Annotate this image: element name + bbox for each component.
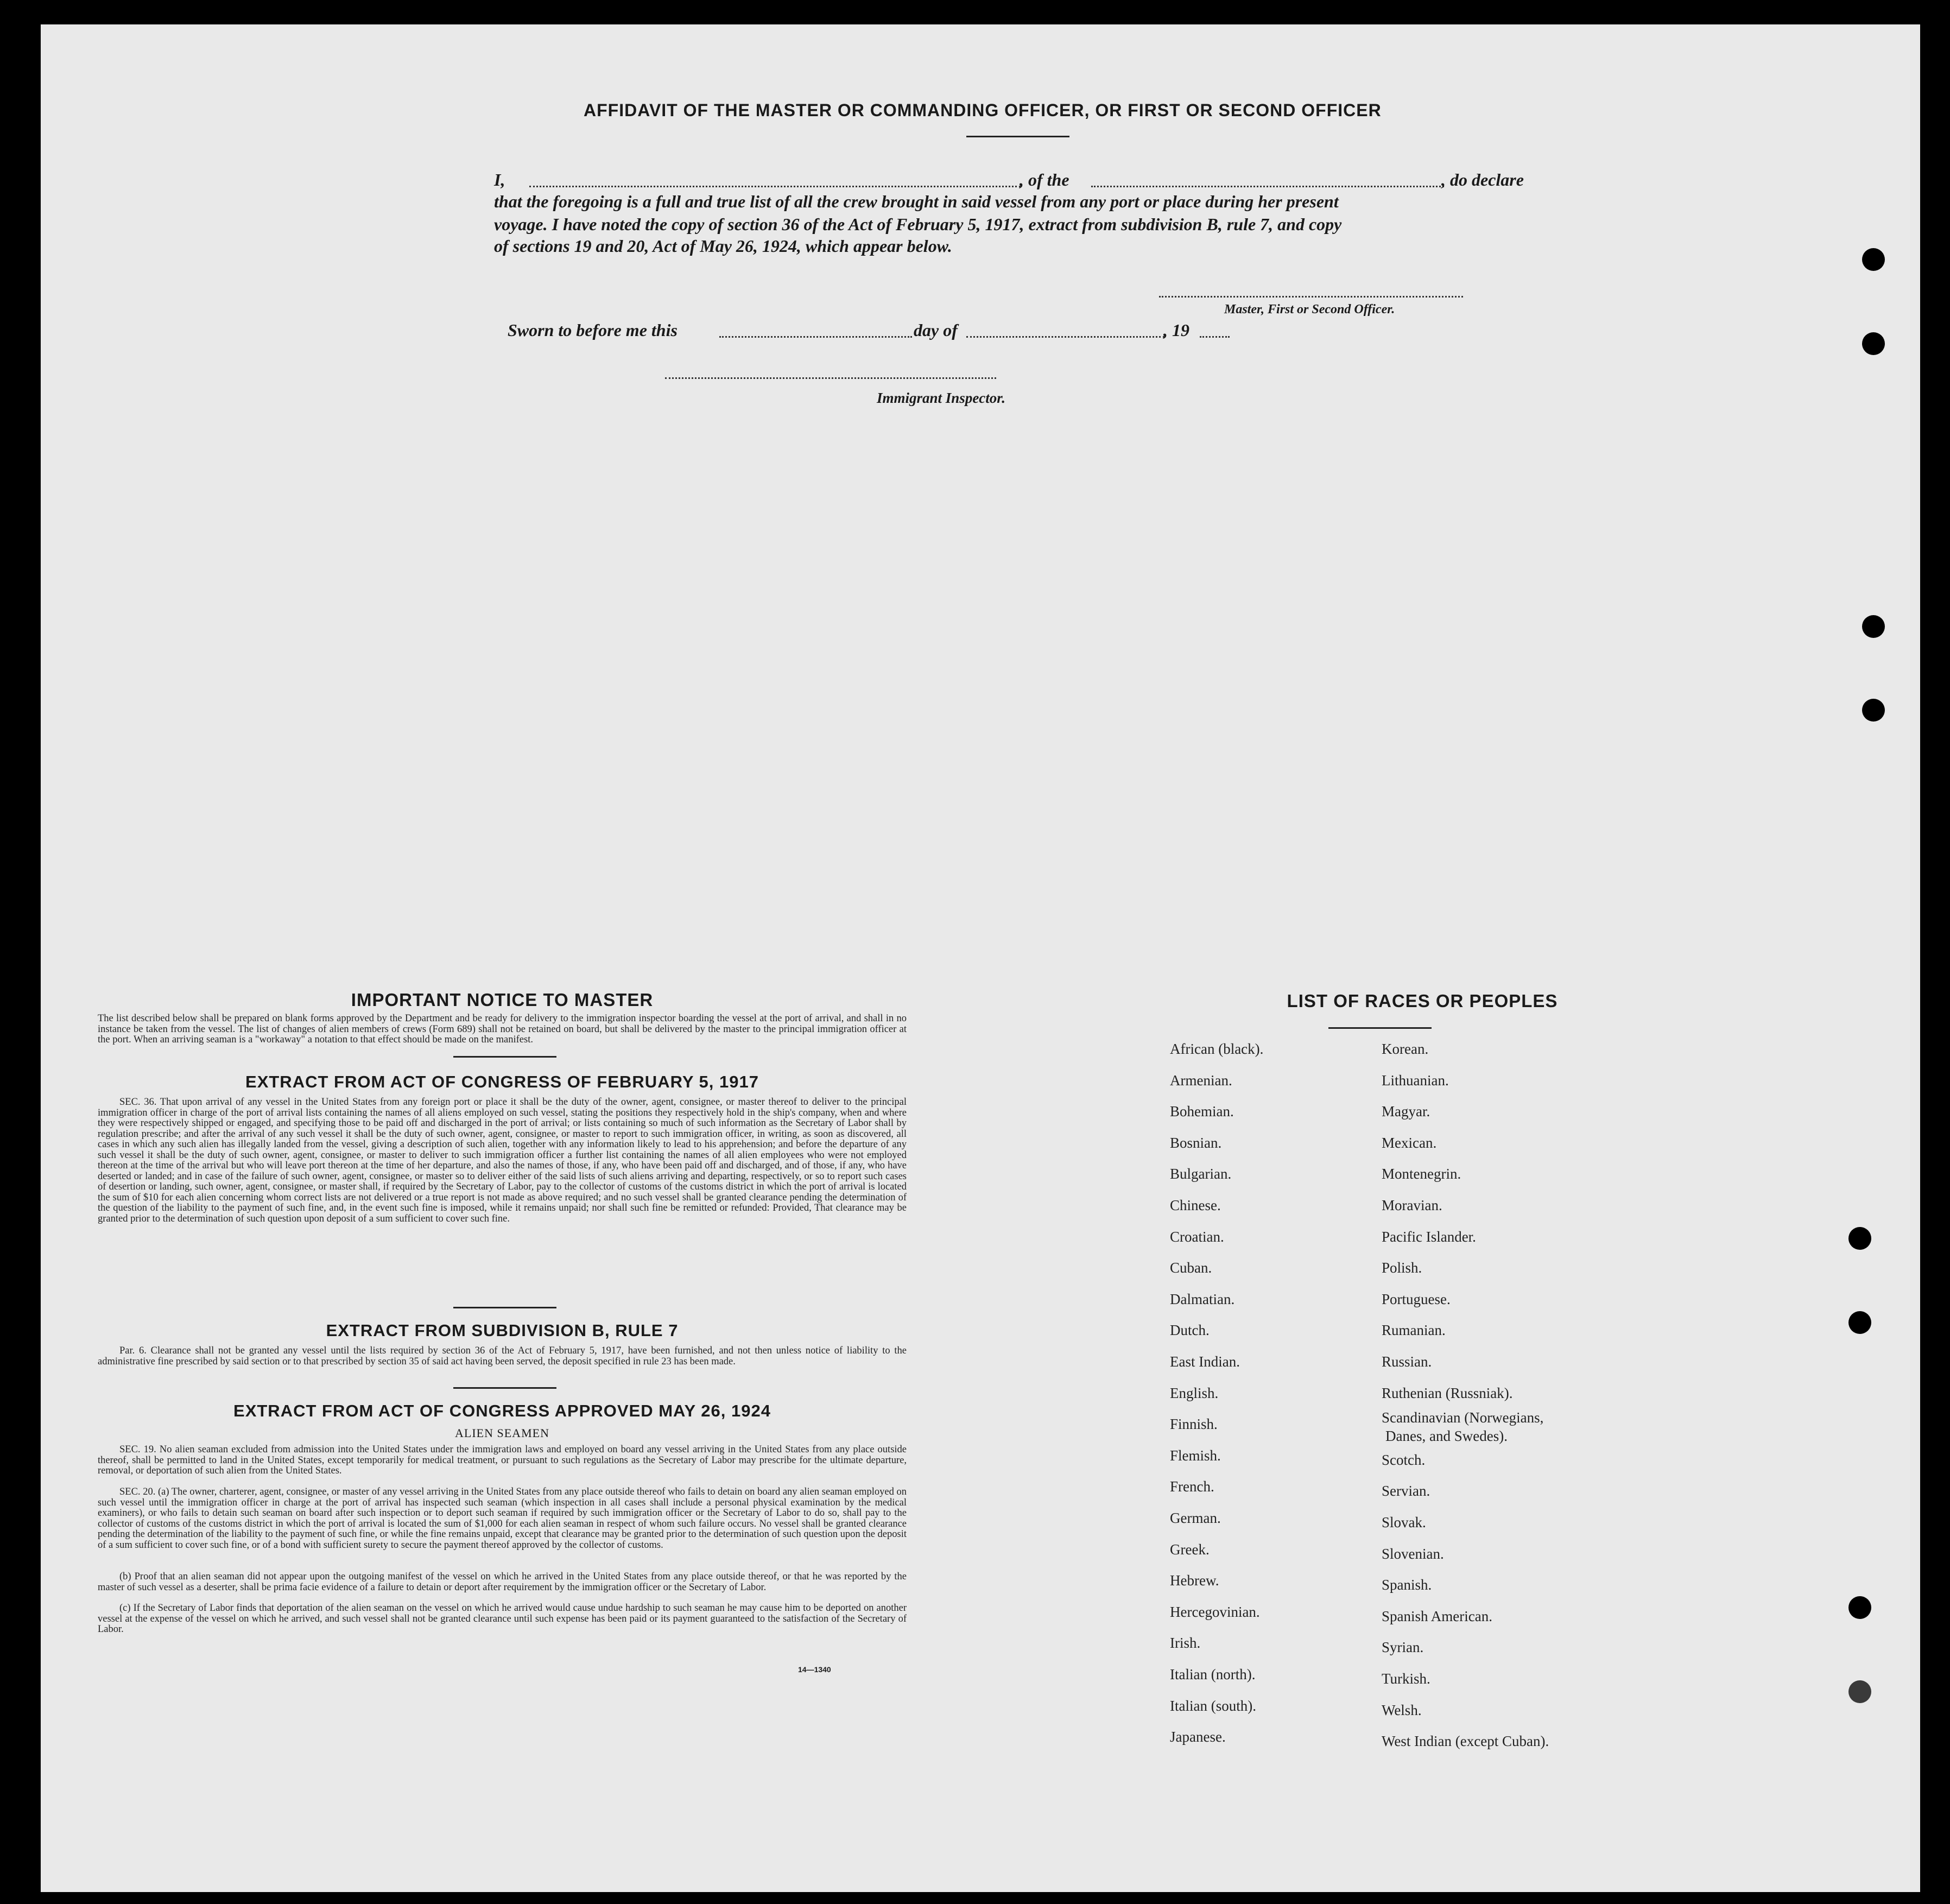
race-left-item: Hebrew. [1170, 1572, 1219, 1589]
sec19-text: SEC. 19. No alien seaman excluded from admission into the United States under the immigration laws and employed on board any vessel arriving in the United States from any place outside thereof, shall be permitted to land in the United States, except temporarily for medical treatment, or pursuant to such regulations as the Secretary of Labor may prescribe for the ultimate departure, removal, or deportation of such alien from the United States. [98, 1444, 907, 1476]
rule7-text: Par. 6. Clearance shall not be granted any vessel until the lists required by section 36 of the Act of February 5, 1917, have been furnished, and not then unless notice of liability to the administrative fine prescribed by said section or to that prescribed by section 35 of said act having been served, the deposit specified in rule 23 has been made. [98, 1345, 907, 1367]
race-right-item: Rumanian. [1382, 1322, 1446, 1339]
affidavit-title: AFFIDAVIT OF THE MASTER OR COMMANDING OFFICER, OR FIRST OR SECOND OFFICER [584, 100, 1382, 120]
race-right-item: Spanish American. [1382, 1608, 1492, 1624]
sworn-month-blank[interactable] [966, 336, 1164, 338]
race-right-item: Slovenian. [1382, 1545, 1444, 1562]
inspector-label: Immigrant Inspector. [877, 390, 1006, 406]
race-right-item: Turkish. [1382, 1671, 1430, 1687]
race-right-item: Lithuanian. [1382, 1072, 1449, 1089]
races-title: LIST OF RACES OR PEOPLES [1287, 991, 1558, 1011]
race-left-item: Bosnian. [1170, 1134, 1222, 1151]
race-left-item: Japanese. [1170, 1729, 1226, 1745]
extract-1924-title: EXTRACT FROM ACT OF CONGRESS APPROVED MAY 26, 1924 [233, 1401, 771, 1420]
extract-1917-text: SEC. 36. That upon arrival of any vessel in the United States from any foreign port or place it shall be the duty of the owner, agent, consignee, or master thereof to deliver to the principal immigration officer in charge of the port of arrival lists containing the names of all aliens employed on such vessel, stating the positions they respectively hold in the ship's company, when and where they were respectively shipped or engaged, and specifying those to be paid off and discharged in the port of arrival; or lists containing so much of such information as the Secretary of Labor shall by regulation prescribe; and after the arrival of any such vessel it shall be the duty of such owner, agent, consignee, or master to report to such immigration officer, in writing, as soon as discovered, all cases in which any such alien has illegally landed from the vessel, giving a description of such alien, together with any information likely to lead to his apprehension; and before the departure of any such vessel it shall be the duty of such owner, agent, consignee, or master to deliver to such immigration officer a further list containing the names of all alien employees who were not employed thereon at the time of the arrival but who will leave port thereon at the time of her departure, and also the names of those, if any, who have been paid off and discharged, and of those, if any, who have deserted or landed; and in case of the failure of such owner, agent, consignee, or master so to deliver either of the said lists of such aliens arriving and departing, respectively, or so to report such cases of desertion or landing, such owner, agent, consignee, or master shall, if required by the Secretary of Labor, pay to the collector of customs of the customs district in which the port of arrival is located the sum of $10 for each alien concerning whom correct lists are not delivered or a true report is not made as above required; and no such vessel shall be granted clearance pending the determination of the question of the liability to the payment of such fine, and, in the event such fine is imposed, while it remains unpaid; nor shall such fine be remitted or refunded: Provided, That clearance may be granted prior to the determination of such question upon deposit of a sum sufficient to cover such fine. [98, 1097, 907, 1224]
binder-hole [1848, 1596, 1871, 1619]
race-right-item: Pacific Islander. [1382, 1228, 1476, 1245]
affidavit-i-label: I, [494, 170, 505, 189]
binder-hole [1862, 615, 1885, 638]
master-signature-blank[interactable] [1159, 296, 1463, 298]
notice-divider [453, 1056, 556, 1058]
race-right-item: Spanish. [1382, 1577, 1432, 1593]
race-left-item: Chinese. [1170, 1197, 1221, 1213]
binder-hole [1862, 699, 1885, 722]
race-right-item: Moravian. [1382, 1197, 1442, 1213]
day-of-label: day of [914, 320, 958, 340]
rule7-title: EXTRACT FROM SUBDIVISION B, RULE 7 [326, 1321, 679, 1340]
form-number: 14—1340 [798, 1665, 831, 1674]
race-left-item: Bulgarian. [1170, 1166, 1232, 1182]
affidavit-of-the-label: , of the [1020, 170, 1069, 189]
race-left-item: Flemish. [1170, 1447, 1221, 1464]
race-left-item: African (black). [1170, 1041, 1264, 1057]
race-right-item: West Indian (except Cuban). [1382, 1733, 1549, 1750]
race-left-item: Finnish. [1170, 1416, 1218, 1433]
document-page [41, 24, 1920, 1892]
race-right-item: Mexican. [1382, 1134, 1437, 1151]
race-right-item: Russian. [1382, 1353, 1432, 1370]
master-name-blank[interactable] [529, 186, 1021, 187]
master-signature-label: Master, First or Second Officer. [1224, 302, 1395, 317]
race-right-item: Scandinavian (Norwegians, [1382, 1409, 1544, 1426]
alien-seamen-subtitle: ALIEN SEAMEN [455, 1426, 549, 1440]
race-left-item: Hercegovinian. [1170, 1603, 1260, 1620]
race-right-item: Montenegrin. [1382, 1166, 1461, 1182]
race-right-item: Portuguese. [1382, 1291, 1451, 1307]
race-left-item: Bohemian. [1170, 1103, 1234, 1120]
race-right-item: Korean. [1382, 1041, 1429, 1057]
race-right-item: Welsh. [1382, 1701, 1422, 1718]
sec20b-text: (b) Proof that an alien seaman did not appear upon the outgoing manifest of the vessel on which he arrived in the United States from any place outside thereof, or that he was reported by the master of such vessel as a deserter, shall be prima facie evidence of a failure to detain or deport after requirement by the immigration officer or the Secretary of Labor. [98, 1571, 907, 1593]
race-left-item: German. [1170, 1510, 1221, 1526]
race-right-item: Slovak. [1382, 1514, 1426, 1530]
sworn-label: Sworn to before me this [508, 320, 678, 340]
binder-hole [1848, 1227, 1871, 1250]
binder-hole [1862, 248, 1885, 271]
races-divider [1328, 1027, 1432, 1029]
affidavit-do-declare-label: , do declare [1441, 170, 1524, 189]
race-right-item: Magyar. [1382, 1103, 1430, 1120]
affidavit-line-3: voyage. I have noted the copy of section 36 of the Act of February 5, 1917, extract from subdivision B, rule 7, and copy [494, 214, 1342, 234]
race-scandinavian-continued: Danes, and Swedes). [1385, 1428, 1508, 1444]
race-right-item: Servian. [1382, 1483, 1430, 1500]
race-left-item: Greek. [1170, 1541, 1210, 1558]
extract-1917-title: EXTRACT FROM ACT OF CONGRESS OF FEBRUARY 5, 1917 [245, 1072, 759, 1091]
binder-hole [1848, 1680, 1871, 1703]
vessel-name-blank[interactable] [1091, 186, 1444, 187]
race-left-item: French. [1170, 1478, 1214, 1495]
race-left-item: Dutch. [1170, 1322, 1210, 1339]
race-left-item: Irish. [1170, 1635, 1201, 1652]
affidavit-line-4: of sections 19 and 20, Act of May 26, 1924, which appear below. [494, 236, 952, 256]
rule7-divider [453, 1387, 556, 1389]
extract-1917-divider [453, 1307, 556, 1308]
race-left-item: East Indian. [1170, 1353, 1240, 1370]
race-right-item: Ruthenian (Russniak). [1382, 1384, 1513, 1401]
race-right-item: Scotch. [1382, 1451, 1426, 1468]
inspector-signature-blank[interactable] [665, 377, 996, 379]
race-left-item: Italian (south). [1170, 1697, 1256, 1714]
sworn-year-blank[interactable] [1200, 336, 1230, 338]
affidavit-line-2: that the foregoing is a full and true list of all the crew brought in said vessel from any port or place during her present [494, 192, 1339, 211]
binder-hole [1862, 332, 1885, 355]
sec20a-text: SEC. 20. (a) The owner, charterer, agent, consignee, or master of any vessel arriving in the United States from any place outside thereof who fails to detain on board any alien seaman employed on such vessel until the immigration officer in charge at the port of arrival has inspected such seaman (which inspection in all cases shall include a personal physical examination by the medical examiners), or who fails to detain such seaman on board after such inspection or to deport such seaman if required by such immigration officer or the Secretary of Labor to do so, shall pay to the collector of customs of the customs district in which the port of arrival is located the sum of $1,000 for each alien seaman in respect of whom such failure occurs. No vessel shall be granted clearance pending the determination of the liability to the payment of such fine, or while the fine remains unpaid, except that clearance may be granted prior to the determination of such question upon the deposit of a sum sufficient to cover such fine, or of a bond with sufficient surety to secure the payment thereof approved by the collector of customs. [98, 1486, 907, 1551]
race-left-item: English. [1170, 1384, 1219, 1401]
year-label: , 19 [1163, 320, 1189, 340]
notice-text: The list described below shall be prepared on blank forms approved by the Department and be ready for delivery to the immigration inspector boarding the vessel at the port of arrival, and shall in no instance be taken from the vessel. The list of changes of alien members of crews (Form 689) shall not be retained on board, but shall be delivered by the master to the principal immigration officer at the port. When an arriving seaman is a "workaway" a notation to that effect should be made on the manifest. [98, 1013, 907, 1045]
race-right-item: Polish. [1382, 1260, 1422, 1276]
binder-hole [1848, 1311, 1871, 1334]
race-left-item: Cuban. [1170, 1260, 1212, 1276]
sworn-day-blank[interactable] [719, 336, 912, 338]
race-left-item: Armenian. [1170, 1072, 1232, 1089]
race-left-item: Croatian. [1170, 1228, 1224, 1245]
race-left-item: Italian (north). [1170, 1666, 1256, 1682]
sec20c-text: (c) If the Secretary of Labor finds that deportation of the alien seaman on the vessel on which he arrived would cause undue hardship to such seaman he may cause him to be deported on another vessel at the expense of the vessel on which he arrived, and such vessel shall not be granted clearance until such expense has been paid or its payment guaranteed to the satisfaction of the Secretary of Labor. [98, 1603, 907, 1635]
notice-title: IMPORTANT NOTICE TO MASTER [351, 990, 654, 1010]
title-divider [966, 136, 1069, 137]
race-right-item: Syrian. [1382, 1639, 1424, 1656]
race-left-item: Dalmatian. [1170, 1291, 1235, 1307]
